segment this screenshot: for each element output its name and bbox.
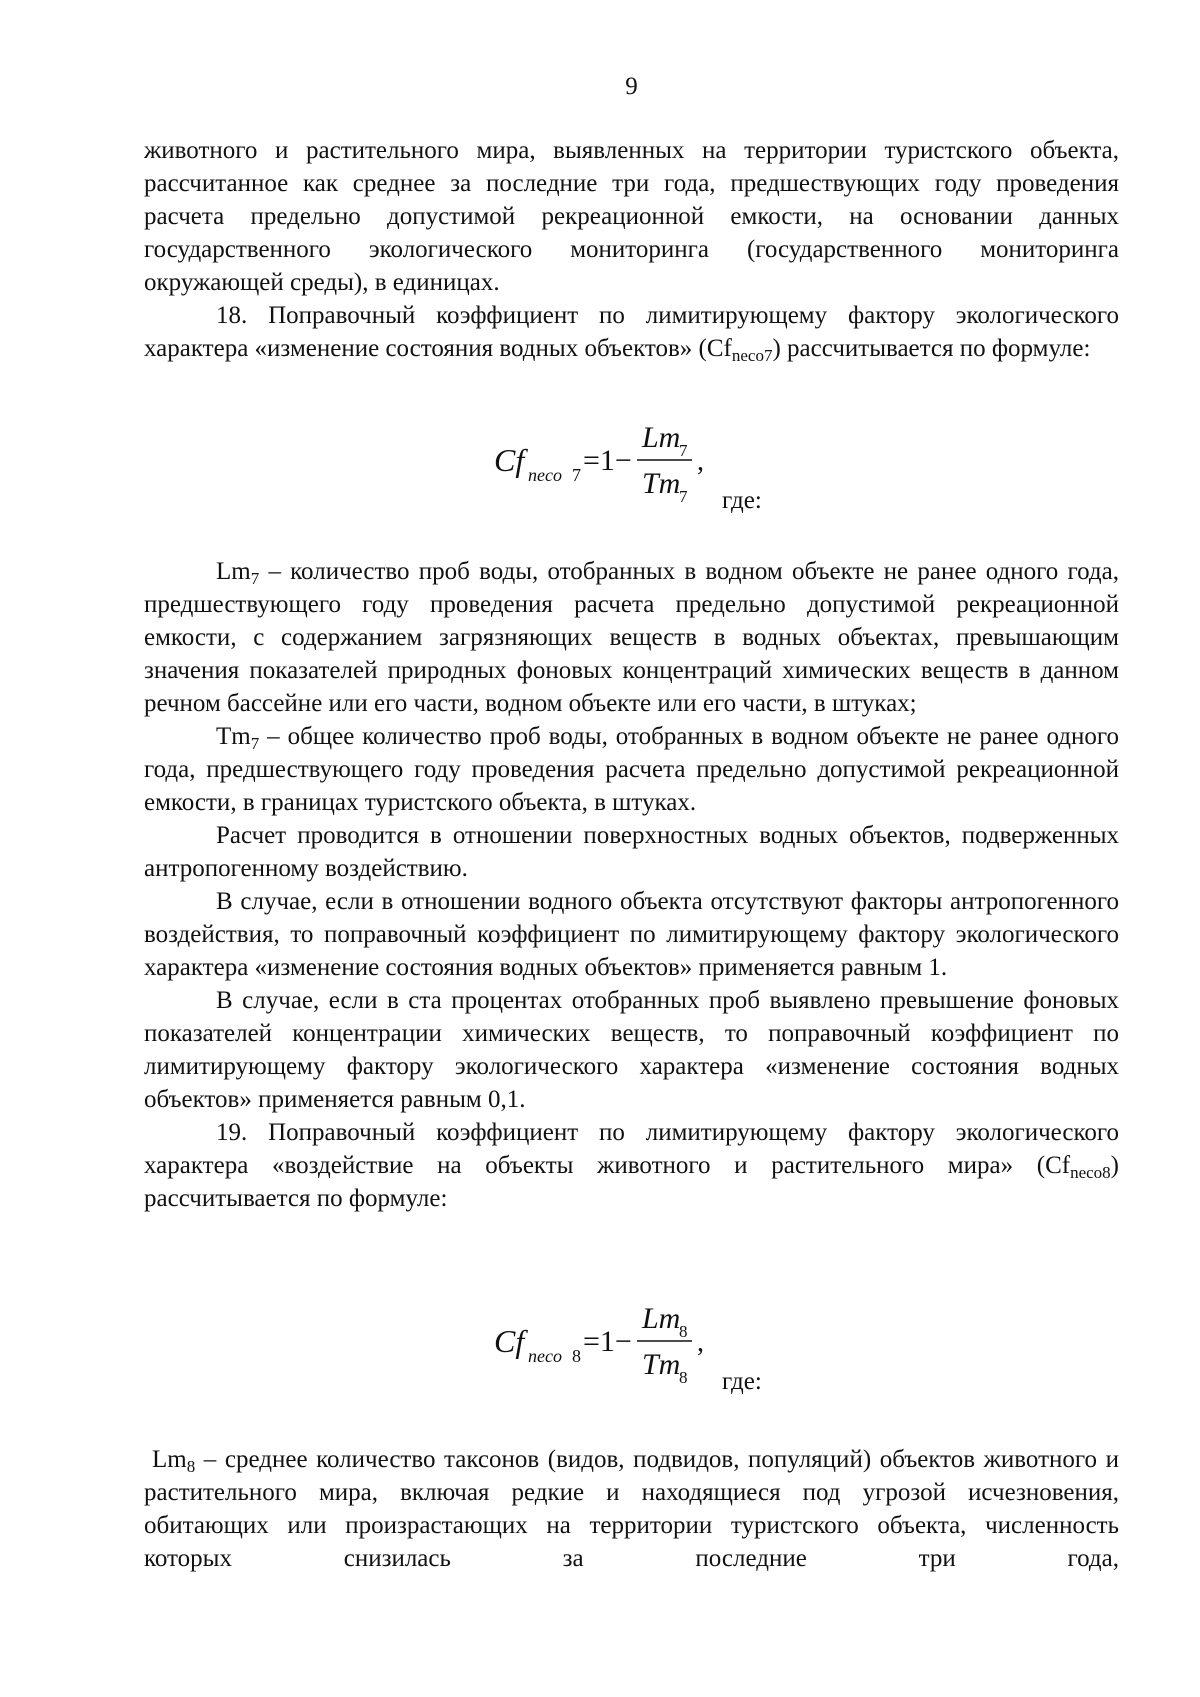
definition-tm7-text: – общее количество проб воды, отобранных в водном объекте не ранее одного года, предшествующего году проведения расчета предельно допустимой рекреационной емкости, в границах туристского объекта, в штуках. (144, 723, 1119, 816)
paragraph-19-tail: ) рассчитывается по формуле: (144, 1152, 1119, 1212)
paragraph-18-subscript: neco7 (731, 346, 773, 365)
text-block-top (144, 134, 1119, 365)
definition-tm7-subscript: 7 (250, 734, 260, 753)
formula-2-equals-one-minus: =1− (583, 1325, 632, 1358)
formula-1-equals-one-minus: =1− (583, 444, 632, 477)
formula-1-lhs-sub-num: 7 (572, 465, 581, 485)
formula-cf-neco7 (494, 421, 794, 524)
definition-lm8-text: – среднее количество таксонов (видов, подвидов, популяций) объектов животного и растительного мира, включая редкие и находящиеся под угрозой исчезновения, обитающих или произрастающих на территории туристского объекта, численность которых снизилась за последние три года, (144, 1446, 1119, 1572)
paragraph-19-text: 19. Поправочный коэффициент по лимитирующему фактору экологического характера «воздействие на объекты животного и растительного мира» (Cf (144, 1119, 1119, 1179)
paragraph-calculation: Расчет проводится в отношении поверхностных водных объектов, подверженных антропогенному воздействию. (144, 822, 1119, 882)
paragraph-18-text: 18. Поправочный коэффициент по лимитирующему фактору экологического характера «изменение состояния водных объектов» (Cf (144, 302, 1119, 362)
formula-1-numerator-sub: 7 (679, 441, 688, 460)
formula-2-denominator: Tm (642, 1348, 681, 1381)
formula-2-comma: , (697, 1327, 704, 1358)
paragraph-19 (144, 1116, 1119, 1215)
formula-cf-neco8 (494, 1302, 794, 1405)
formula-1-denominator: Tm (642, 467, 681, 500)
definition-tm7-head: Tm (216, 723, 251, 750)
definition-lm7-text: – количество проб воды, отобранных в водном объекте не ранее одного года, предшествующего году проведения расчета предельно допустимой рекреационной емкости, с содержанием загрязняющих веществ в водных объектах, превышающим значения показателей природных фоновых концентраций химических веществ в данном речном бассейне или его части, водном объекте или его части, в штуках; (144, 558, 1119, 717)
paragraph-case-hundred-percent: В случае, если в ста процентах отобранных проб выявлено превышение фоновых показателей концентрации химических веществ, то поправочный коэффициент по лимитирующему фактору экологического характера «изменение состояния водных объектов» применяется равным 0,1. (144, 987, 1119, 1113)
formula-1-lhs: Cf (494, 442, 525, 478)
definition-lm8 (144, 1443, 1119, 1575)
formula-2-lhs-sub: neco (528, 1346, 562, 1366)
text-block-middle (144, 555, 1119, 1215)
formula-cf-neco8-svg (494, 1302, 794, 1405)
text-block-bottom (144, 1443, 1119, 1575)
definition-lm7-head: Lm (216, 558, 251, 585)
paragraph-18 (144, 299, 1119, 365)
definition-lm8-head: Lm (152, 1446, 187, 1473)
formula-1-comma: , (697, 446, 704, 477)
formula-1-where: где: (722, 487, 762, 514)
formula-2-denominator-sub: 8 (679, 1368, 688, 1387)
definition-lm7-subscript: 7 (250, 569, 260, 588)
formula-2-lhs-sub-num: 8 (572, 1346, 581, 1366)
formula-cf-neco7-svg (494, 421, 794, 524)
formula-2-lhs: Cf (494, 1323, 525, 1359)
formula-1-lhs-sub: neco (528, 465, 562, 485)
formula-2-where: где: (722, 1368, 762, 1395)
paragraph-case-no-impact: В случае, если в отношении водного объекта отсутствуют факторы антропогенного воздействия, то поправочный коэффициент по лимитирующему фактору экологического характера «изменение состояния водных объектов» применяется равным 1. (144, 888, 1119, 981)
definition-tm7 (144, 720, 1119, 819)
formula-1-denominator-sub: 7 (679, 487, 688, 506)
formula-1-numerator: Lm (642, 421, 681, 454)
paragraph-18-tail: ) рассчитывается по формуле: (772, 335, 1091, 362)
page-number: 9 (625, 73, 638, 100)
paragraph-continuation: животного и растительного мира, выявленных на территории туристского объекта, рассчитанное как среднее за последние три года, предшествующих году проведения расчета предельно допустимой рекреационной емкости, на основании данных государственного экологического мониторинга (государственного мониторинга окружающей среды), в единицах. (144, 137, 1119, 296)
formula-2-numerator: Lm (642, 1302, 681, 1335)
paragraph-19-subscript: neco8 (1070, 1163, 1111, 1182)
definition-lm7 (144, 555, 1119, 720)
definition-lm8-subscript: 8 (186, 1457, 196, 1476)
formula-2-numerator-sub: 8 (679, 1322, 688, 1341)
